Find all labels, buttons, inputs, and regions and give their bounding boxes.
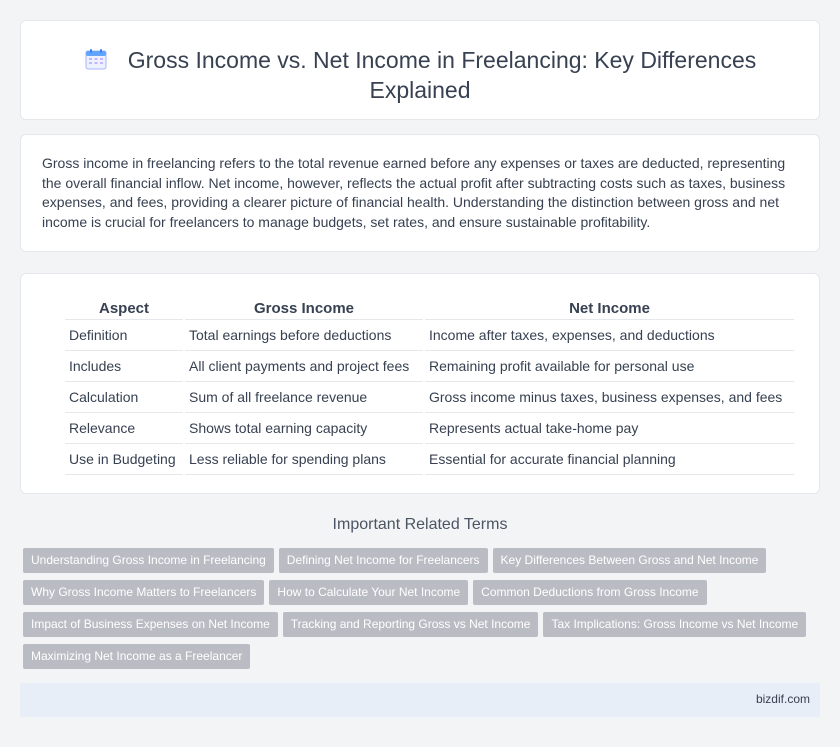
table-row <box>65 413 794 444</box>
table-cell: Relevance <box>65 413 183 444</box>
title-wrap <box>61 45 779 105</box>
comparison-card <box>20 273 820 494</box>
related-term-tag[interactable]: Defining Net Income for Freelancers <box>279 548 488 573</box>
footer-site-link[interactable]: bizdif.com <box>755 692 810 706</box>
related-term-tag[interactable]: Tax Implications: Gross Income vs Net Income <box>543 612 806 637</box>
table-cell: Definition <box>65 320 183 351</box>
header-gross-income: Gross Income <box>185 296 423 320</box>
table-cell: Use in Budgeting <box>65 444 183 475</box>
page-title-text: Gross Income vs. Net Income in Freelancing: Key Differences Explained <box>127 47 757 103</box>
related-term-tag[interactable]: Why Gross Income Matters to Freelancers <box>23 580 264 605</box>
related-term-tag[interactable]: Impact of Business Expenses on Net Income <box>23 612 278 637</box>
table-cell: Essential for accurate financial planning <box>425 444 794 475</box>
header-aspect: Aspect <box>65 296 183 320</box>
footer <box>20 683 820 717</box>
table-cell: Calculation <box>65 382 183 413</box>
related-term-tag[interactable]: Maximizing Net Income as a Freelancer <box>23 644 250 669</box>
related-term-tag[interactable]: Common Deductions from Gross Income <box>473 580 706 605</box>
calendar-icon <box>84 47 108 71</box>
related-term-tag[interactable]: Key Differences Between Gross and Net Income <box>493 548 767 573</box>
table-cell: All client payments and project fees <box>185 351 423 382</box>
table-cell: Shows total earning capacity <box>185 413 423 444</box>
table-cell: Income after taxes, expenses, and deductions <box>425 320 794 351</box>
intro-card <box>20 134 820 252</box>
table-row <box>65 351 794 382</box>
table-row <box>65 382 794 413</box>
header-card <box>20 20 820 120</box>
header-net-income: Net Income <box>425 296 794 320</box>
related-term-tag[interactable]: Tracking and Reporting Gross vs Net Income <box>283 612 539 637</box>
table-cell: Represents actual take-home pay <box>425 413 794 444</box>
related-terms-heading: Important Related Terms <box>332 516 508 533</box>
related-term-tag[interactable]: How to Calculate Your Net Income <box>269 580 468 605</box>
table-row <box>65 444 794 475</box>
table-header-row <box>65 296 794 320</box>
related-terms-list <box>23 548 823 676</box>
table-cell: Less reliable for spending plans <box>185 444 423 475</box>
related-term-tag[interactable]: Understanding Gross Income in Freelancing <box>23 548 274 573</box>
page-title <box>61 45 779 105</box>
table-cell: Includes <box>65 351 183 382</box>
table-cell: Remaining profit available for personal use <box>425 351 794 382</box>
table-cell: Total earnings before deductions <box>185 320 423 351</box>
comparison-table <box>63 296 796 475</box>
table-row <box>65 320 794 351</box>
table-cell: Sum of all freelance revenue <box>185 382 423 413</box>
table-cell: Gross income minus taxes, business expenses, and fees <box>425 382 794 413</box>
intro-paragraph: Gross income in freelancing refers to the total revenue earned before any expenses or taxes are deducted, representing the overall financial inflow. Net income, however, reflects the actual profit after subtracting costs such as taxes, business expenses, and fees, providing a clearer picture of financial health. Understanding the distinction between gross and net income is crucial for freelancers to manage budgets, set rates, and ensure sustainable profitability. <box>42 155 786 230</box>
